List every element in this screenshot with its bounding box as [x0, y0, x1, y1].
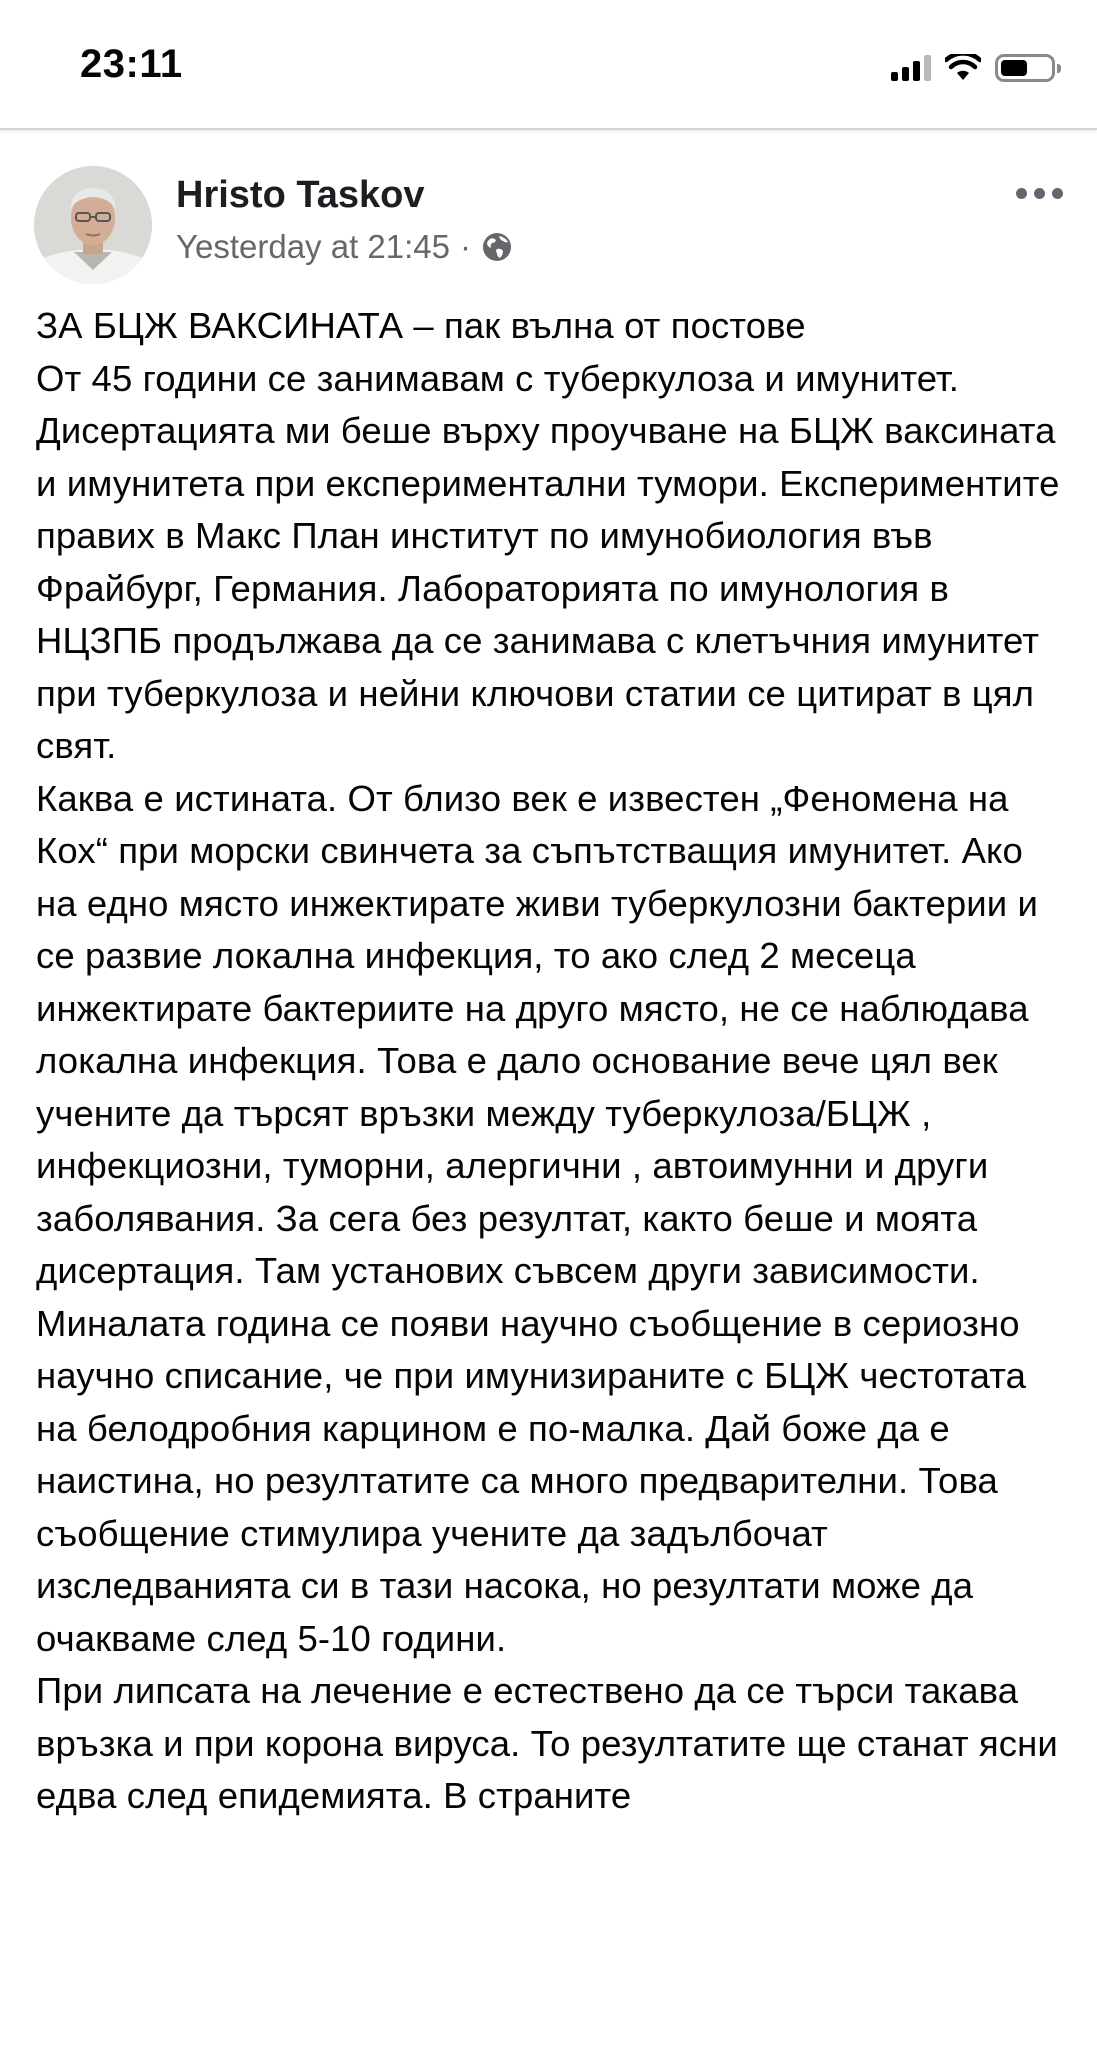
- author-name[interactable]: Hristo Taskov: [176, 174, 425, 216]
- meta-separator: ·: [460, 228, 471, 265]
- more-options-icon[interactable]: [1016, 188, 1063, 199]
- status-time: 23:11: [80, 42, 183, 86]
- post: [0, 130, 1097, 1823]
- globe-icon: [481, 231, 513, 263]
- wifi-icon: [945, 54, 981, 82]
- post-paragraph: От 45 години се занимавам с туберкулоза и имунитет. Дисертацията ми беше върху проучване на БЦЖ ваксината и имунитета при експериментални тумори. Експериментите правих в Макс План институт по имунобиология във Фрайбург, Германия. Лабораторията по имунология в НЦЗПБ продължава да се занимава с клетъчния имунитет при туберкулоза и нейни ключови статии се цитират в цял свят.: [36, 357, 1060, 766]
- post-paragraph: При липсата на лечение е естествено да се търси такава връзка и при корона вируса. То резултатите ще станат ясни едва след епидемията. В страните: [36, 1670, 1058, 1816]
- post-header: [0, 130, 1097, 300]
- author-avatar[interactable]: [34, 166, 152, 284]
- post-paragraph: ЗА БЦЖ ВАКСИНАТА – пак вълна от постове: [36, 305, 806, 346]
- post-timestamp[interactable]: Yesterday at 21:45: [176, 228, 450, 265]
- battery-icon: [995, 54, 1055, 82]
- cellular-signal-icon: [891, 55, 931, 81]
- status-bar: [0, 0, 1097, 130]
- post-text: [0, 300, 1097, 1823]
- post-paragraph: Миналата година се появи научно съобщение в сериозно научно списание, че при имунизираните с БЦЖ честотата на белодробния карцином е по-малка. Дай боже да е наистина, но резултатите са много предварителни. Това съобщение стимулира учените да задълбочат изследванията си в тази насока, но резултати може да очакваме след 5-10 години.: [36, 1302, 1027, 1659]
- post-meta: [176, 228, 513, 266]
- status-icons: [891, 48, 1055, 88]
- post-paragraph: Каква е истината. От близо век е известен „Феномена на Кох“ при морски свинчета за съпътстващия имунитет. Ако на едно място инжектирате живи туберкулозни бактерии и се развие локална инфекция, то ако след 2 месеца инжектирате бактериите на друго място, не се наблюдава локална инфекция. Това е дало основание вече цял век учените да търсят връзки между туберкулоза/БЦЖ , инфекциозни, туморни, алергични , автоимунни и други заболявания. За сега без резултат, както беше и моята дисертация. Там установих съвсем други зависимости.: [36, 777, 1038, 1291]
